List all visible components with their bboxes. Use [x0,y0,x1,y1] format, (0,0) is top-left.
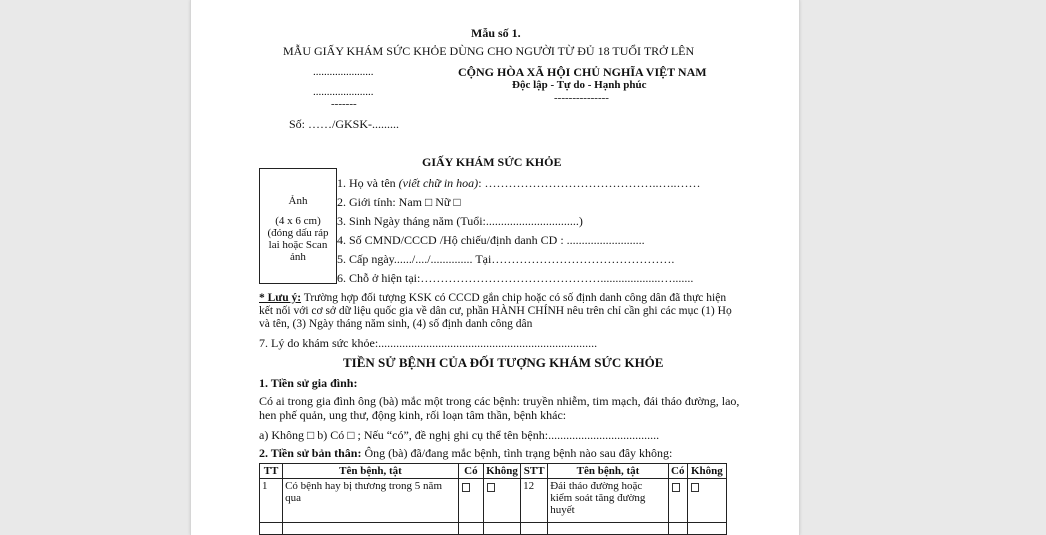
row-yes-cell-2 [668,479,687,523]
yes-checkbox-2[interactable] [672,483,680,492]
note-paragraph [259,292,739,331]
col-stt: STT [521,464,548,479]
row-disease: Có bệnh hay bị thương trong 5 năm qua [283,479,459,523]
row-no-cell [483,479,520,523]
row-no-cell-2 [687,479,726,523]
yes-checkbox[interactable] [462,483,470,492]
document-number: Số: ……/GKSK-......... [289,117,400,131]
col-no-2: Không [687,464,726,479]
field-exam-reason: 7. Lý do khám sức khỏe:......................................................................... [259,336,598,350]
row-yes-cell [458,479,483,523]
nation-title: CỘNG HÒA XÃ HỘI CHỦ NGHĨA VIỆT NAM [458,65,707,79]
field-name-prefix: 1. Họ và tên [337,176,399,190]
history-title: TIỀN SỬ BỆNH CỦA ĐỐI TƯỢNG KHÁM SỨC KHỎE [343,355,664,370]
row-stt: 12 [521,479,548,523]
col-yes-2: Có [668,464,687,479]
disease-history-table [259,463,727,535]
no-checkbox-2[interactable] [691,483,699,492]
form-title: MẪU GIẤY KHÁM SỨC KHỎE DÙNG CHO NGƯỜI TỪ ĐỦ 18 TUỔI TRỞ LÊN [283,44,695,58]
personal-history-heading: 2. Tiền sử bản thân: [259,446,362,460]
row-disease-2: Đái tháo đường hoặc kiểm soát tăng đường huyết [548,479,669,523]
agency-line-1: ...................... [313,66,374,78]
field-id-number: 4. Số CMND/CCCD /Hộ chiếu/định danh CD : .......................... [337,233,645,247]
field-address: 6. Chỗ ở hiện tại:………………………………………....................…....... [337,271,694,285]
agency-line-2: ...................... [313,86,374,98]
field-gender: 2. Giới tính: Nam □ Nữ □ [337,195,461,209]
form-number: Mẫu số 1. [471,26,521,40]
field-name-hint: (viết chữ in hoa) [398,176,479,190]
row-number: 1 [260,479,283,523]
note-label: * Lưu ý: [259,292,302,304]
certificate-title: GIẤY KHÁM SỨC KHỎE [422,155,562,169]
note-text: Trường hợp đối tượng KSK có CCCD gắn chip hoặc có số định danh công dân đã thực hiện kết nối với cơ sở dữ liệu quốc gia về dân cư, phần HÀNH CHÍNH nêu trên chỉ cần ghi các mục (1) Họ và tên, (3) Ngày tháng năm sinh, (4) số định danh công dân [259,292,732,330]
table-row [260,479,727,523]
personal-history-text: Ông (bà) đã/đang mắc bệnh, tình trạng bệnh nào sau đây không: [361,446,673,460]
col-disease-2: Tên bệnh, tật [548,464,669,479]
family-history-text: Có ai trong gia đình ông (bà) mắc một trong các bệnh: truyền nhiễm, tim mạch, đái tháo đường, lao, hen phế quản, ung thư, động kinh, rối loạn tâm thần, bệnh khác: [259,394,740,422]
table-row-partial [260,523,727,535]
motto: Độc lập - Tự do - Hạnh phúc [512,79,647,91]
col-yes: Có [458,464,483,479]
family-history-heading: 1. Tiền sử gia đình: [259,376,358,390]
table-header-row [260,464,727,479]
personal-history-line [259,446,672,461]
field-name-suffix: : ……………………………………..…..…… [478,176,701,190]
col-disease: Tên bệnh, tật [283,464,459,479]
agency-dash: ------- [331,98,357,110]
photo-placeholder [259,168,337,284]
photo-description: (4 x 6 cm) (đóng dấu ráp lai hoặc Scan ảnh [267,215,329,263]
col-no: Không [483,464,520,479]
col-tt: TT [260,464,283,479]
no-checkbox[interactable] [487,483,495,492]
document-page [190,0,800,535]
field-full-name [337,176,701,191]
field-date-of-birth: 3. Sinh Ngày tháng năm (Tuổi:...............................) [337,214,583,228]
family-history-answer: a) Không □ b) Có □ ; Nếu “có”, đề nghị ghi cụ thể tên bệnh:..................................... [259,428,660,442]
field-issued: 5. Cấp ngày....../..../.............. Tại………………………………………. [337,252,675,266]
photo-label: Ảnh [288,195,308,207]
motto-dash: --------------- [554,92,609,104]
